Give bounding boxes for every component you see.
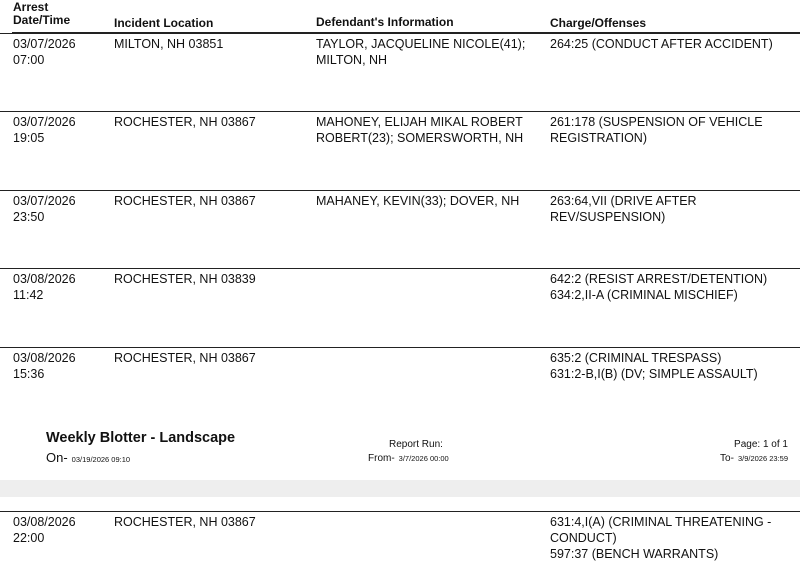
arrest-date: 03/08/2026 bbox=[13, 515, 76, 529]
arrest-date: 03/08/2026 bbox=[13, 351, 76, 365]
arrest-date-time bbox=[13, 350, 76, 382]
record-row bbox=[0, 190, 800, 224]
to-range bbox=[720, 453, 788, 464]
charge-line: 263:64,VII (DRIVE AFTER bbox=[550, 194, 697, 208]
page-value: 1 of 1 bbox=[762, 439, 788, 450]
defendant-info bbox=[316, 36, 548, 68]
charge-line: 264:25 (CONDUCT AFTER ACCIDENT) bbox=[550, 37, 773, 51]
report-run-label: Report Run: bbox=[389, 439, 443, 450]
arrest-time: 15:36 bbox=[13, 367, 45, 381]
charge-line: 635:2 (CRIMINAL TRESPASS) bbox=[550, 351, 722, 365]
defendant-line: ROBERT(23); SOMERSWORTH, NH bbox=[316, 131, 524, 145]
charges bbox=[550, 114, 763, 146]
arrest-time: 11:42 bbox=[13, 288, 44, 302]
defendant-line: MILTON, NH bbox=[316, 53, 388, 67]
record-row bbox=[0, 111, 800, 145]
arrest-date: 03/07/2026 bbox=[13, 115, 76, 129]
record-row bbox=[0, 347, 800, 381]
arrest-date: 03/07/2026 bbox=[13, 37, 76, 51]
page-number bbox=[734, 439, 788, 450]
record-row bbox=[0, 511, 800, 561]
defendant-info bbox=[316, 114, 548, 146]
header-charge-offenses: Charge/Offenses bbox=[550, 16, 647, 30]
charge-line: 631:2-B,I(B) (DV; SIMPLE ASSAULT) bbox=[550, 367, 758, 381]
defendant-line: TAYLOR, JACQUELINE NICOLE(41); bbox=[316, 37, 526, 51]
incident-location: ROCHESTER, NH 03867 bbox=[114, 115, 256, 129]
incident-location: ROCHESTER, NH 03867 bbox=[114, 515, 256, 529]
header-arrest-date-time bbox=[13, 1, 70, 27]
to-value: 3/9/2026 23:59 bbox=[737, 454, 788, 463]
charges bbox=[550, 514, 771, 562]
charges bbox=[550, 271, 767, 303]
arrest-time: 19:05 bbox=[13, 131, 45, 145]
incident-location: ROCHESTER, NH 03867 bbox=[114, 351, 256, 365]
arrest-date: 03/08/2026 bbox=[13, 272, 76, 286]
incident-location: ROCHESTER, NH 03839 bbox=[114, 272, 256, 286]
arrest-date-time bbox=[13, 514, 76, 546]
arrest-time: 23:50 bbox=[13, 210, 45, 224]
incident-location: ROCHESTER, NH 03867 bbox=[114, 194, 256, 208]
page-footer bbox=[0, 428, 800, 472]
charge-line: 261:178 (SUSPENSION OF VEHICLE bbox=[550, 115, 763, 129]
on-label: On- bbox=[46, 450, 68, 465]
arrest-date-time bbox=[13, 271, 76, 303]
charge-line: CONDUCT) bbox=[550, 531, 617, 545]
on-value: 03/19/2026 09:10 bbox=[71, 455, 131, 464]
charges bbox=[550, 350, 758, 382]
header-arrest-line: Arrest bbox=[13, 0, 49, 14]
charge-line: 642:2 (RESIST ARREST/DETENTION) bbox=[550, 272, 768, 286]
charge-line: REV/SUSPENSION) bbox=[550, 210, 666, 224]
from-value: 3/7/2026 00:00 bbox=[398, 454, 449, 463]
record-row bbox=[0, 33, 800, 67]
charges bbox=[550, 36, 773, 52]
defendant-info bbox=[316, 193, 548, 209]
incident-location: MILTON, NH 03851 bbox=[114, 37, 224, 51]
defendant-line: MAHONEY, ELIJAH MIKAL ROBERT bbox=[316, 115, 523, 129]
charge-line: REGISTRATION) bbox=[550, 131, 647, 145]
arrest-date-time bbox=[13, 36, 76, 68]
from-label: From- bbox=[368, 453, 395, 464]
arrest-date: 03/07/2026 bbox=[13, 194, 76, 208]
charge-line: 634:2,II-A (CRIMINAL MISCHIEF) bbox=[550, 288, 738, 302]
report-title: Weekly Blotter - Landscape bbox=[46, 430, 236, 446]
charges bbox=[550, 193, 697, 225]
run-on-timestamp bbox=[46, 450, 130, 465]
page-break bbox=[0, 480, 800, 497]
header-incident-location: Incident Location bbox=[114, 16, 214, 30]
record-row bbox=[0, 268, 800, 302]
arrest-time: 07:00 bbox=[13, 53, 45, 67]
arrest-time: 22:00 bbox=[13, 531, 45, 545]
page-label: Page: bbox=[734, 439, 761, 450]
header-defendant-info: Defendant's Information bbox=[316, 15, 454, 29]
charge-line: 597:37 (BENCH WARRANTS) bbox=[550, 547, 719, 561]
arrest-date-time bbox=[13, 193, 76, 225]
to-label: To- bbox=[720, 453, 734, 464]
defendant-line: MAHANEY, KEVIN(33); DOVER, NH bbox=[316, 194, 520, 208]
arrest-date-time bbox=[13, 114, 76, 146]
header-date-time-line: Date/Time bbox=[13, 13, 71, 27]
charge-line: 631:4,I(A) (CRIMINAL THREATENING - bbox=[550, 515, 772, 529]
from-range bbox=[368, 453, 449, 464]
